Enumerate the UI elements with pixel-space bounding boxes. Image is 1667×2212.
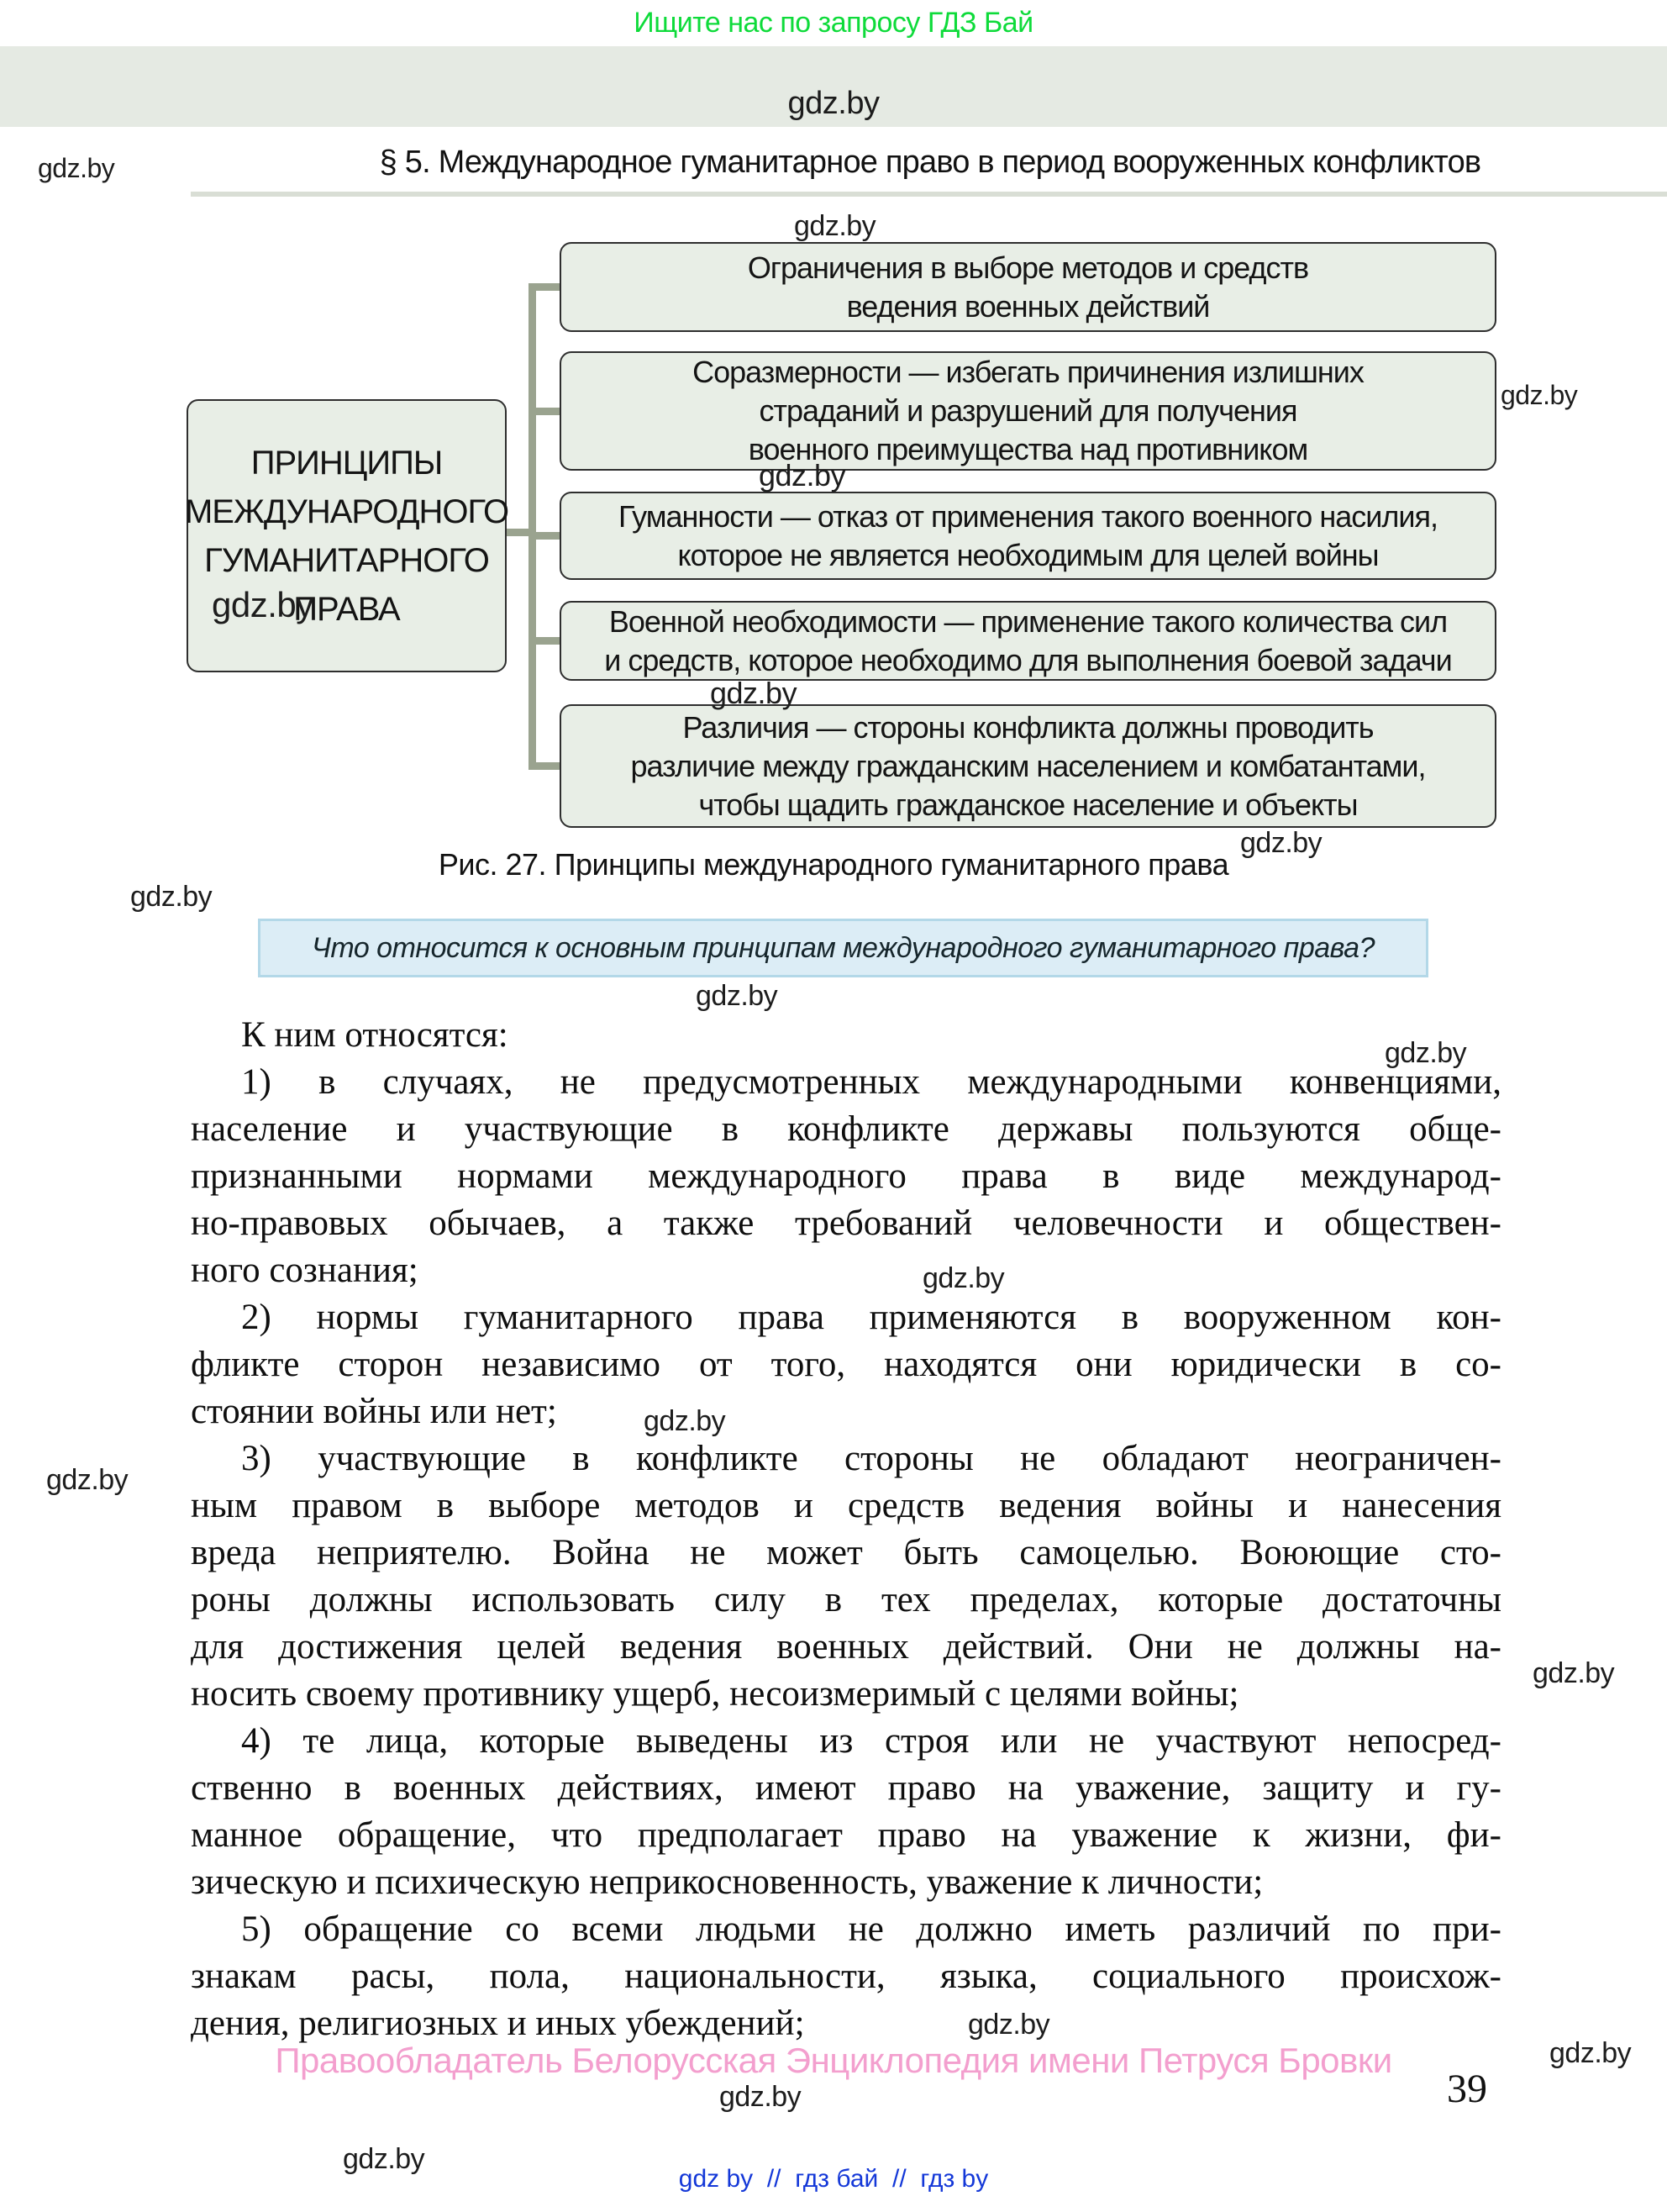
principle-box-line: страданий и разрушений для получения [759,393,1297,428]
band-watermark: gdz.by [787,86,880,121]
header-divider [191,192,1667,197]
root-box-line: ГУМАНИТАРНОГО [204,541,489,579]
gdz-watermark: gdz.by [1240,827,1323,859]
root-box-line: МЕЖДУНАРОДНОГО [184,492,509,530]
footer-link[interactable]: gdz by [678,2165,754,2193]
gdz-watermark: gdz.by [38,153,115,183]
footer-links [0,2165,1667,2194]
gdz-watermark: gdz.by [710,676,797,710]
body-intro: К ним относятся: [241,1015,508,1055]
body-line: 1) в случаях, не предусмотренных международными конвенциями, [241,1062,1501,1102]
section-title: § 5. Международное гуманитарное право в период вооруженных конфликтов [379,145,1481,180]
diagram-connector-1 [528,283,560,291]
body-line: вреда неприятелю. Война не может быть самоцелью. Воюющие сто- [191,1533,1501,1572]
body-paragraph-1 [191,1059,1501,1294]
promo-banner-text: Ищите нас по запросу ГДЗ Бай [634,7,1033,39]
body-paragraph-3 [191,1435,1501,1718]
principle-box-line: и средств, которое необходимо для выполнения боевой задачи [604,642,1452,677]
question-text: Что относится к основным принципам международного гуманитарного права? [311,931,1375,964]
principle-box-4 [560,601,1496,681]
diagram-connector-5 [528,762,560,770]
body-paragraph-5 [191,1906,1501,2047]
body-line: 4) те лица, которые выведены из строя или не участвуют непосред- [241,1721,1501,1761]
principle-box-line: чтобы щадить гражданское население и объекты [698,787,1358,822]
principles-root-box [184,399,509,672]
principle-box-line: Соразмерности — избегать причинения излишних [692,355,1364,389]
diagram-connector-2 [528,408,560,415]
question-box [258,919,1428,977]
copyright-line: Правообладатель Белорусская Энциклопедия имени Петруся Бровки [275,2041,1392,2080]
body-line: ственно в военных действиях, имеют право на уважение, защиту и гу- [191,1768,1501,1808]
body-line: 2) нормы гуманитарного права применяются в вооруженном кон- [241,1298,1501,1337]
body-paragraph-4 [191,1718,1501,1906]
body-line: для достижения целей ведения военных действий. Они не должны на- [191,1627,1501,1667]
body-line: признанными нормами международного права в виде международ- [191,1156,1501,1196]
body-line: ного сознания; [191,1251,418,1290]
gdz-watermark: gdz.by [1385,1037,1467,1069]
body-line: ным правом в выборе методов и средств ведения войны и нанесения [191,1486,1501,1525]
body-line: стоянии войны или нет; [191,1392,557,1431]
body-line: знакам расы, пола, национальности, языка, социального происхож- [191,1957,1501,1996]
footer-link[interactable]: гдз by [920,2165,989,2193]
page-number: 39 [1447,2067,1487,2111]
watermark-band [0,46,1667,127]
diagram-connector-3 [528,532,560,540]
body-line: дения, религиозных и иных убеждений; [191,2004,805,2043]
body-paragraph-2 [191,1294,1501,1435]
gdz-watermark: gdz.by [212,585,313,624]
body-line: 5) обращение со всеми людьми не должно иметь различий по при- [241,1909,1501,1949]
principle-box-line: Военной необходимости — применение такого количества сил [608,603,1448,639]
diagram-connector-trunk [528,283,536,770]
root-box-line: ПРИНЦИПЫ [250,444,443,482]
footer-link-separator: // [753,2165,796,2193]
principle-box-line: которое не является необходимым для целей войны [677,537,1379,572]
principle-box-line: ведения военных действий [846,288,1210,324]
principle-box-3 [560,492,1496,580]
gdz-watermark: gdz.by [1501,380,1578,410]
principle-box-line: различие между гражданским населением и комбатантами, [630,748,1426,783]
gdz-watermark: gdz.by [923,1262,1005,1294]
gdz-watermark: gdz.by [343,2143,425,2175]
principle-box-line: военного преимущества над противником [748,432,1308,466]
figure-caption: Рис. 27. Принципы международного гуманитарного права [438,847,1229,882]
root-box-line: ПРАВА [293,590,400,628]
gdz-watermark: gdz.by [794,210,876,242]
gdz-watermark: gdz.by [46,1464,129,1496]
gdz-watermark: gdz.by [1549,2037,1632,2069]
body-line: носить своему противнику ущерб, несоизмеримый с целями войны; [191,1674,1239,1714]
footer-link-separator: // [878,2165,921,2193]
body-line: но-правовых обычаев, а также требований человечности и обществен- [191,1203,1501,1243]
body-line: фликте сторон независимо от того, находятся они юридически в со- [191,1345,1501,1384]
body-text [191,1012,1501,2047]
gdz-watermark: gdz.by [1533,1657,1615,1689]
gdz-watermark: gdz.by [759,458,846,492]
footer-link[interactable]: гдз бай [795,2165,879,2193]
body-line: население и участвующие в конфликте державы пользуются обще- [191,1109,1501,1149]
diagram-connector-4 [528,637,560,645]
body-line: манное обращение, что предполагает право на уважение к жизни, фи- [191,1815,1501,1855]
principle-box-2 [560,351,1496,471]
body-line: 3) участвующие в конфликте стороны не обладают неограничен- [241,1439,1501,1478]
principle-box-line: Гуманности — отказ от применения такого военного насилия, [618,498,1438,534]
principle-box-1 [560,242,1496,332]
principle-box-line: Ограничения в выборе методов и средств [747,250,1309,285]
body-line: роны должны использовать силу в тех пределах, которые достаточны [191,1580,1501,1620]
principle-box-line: Различия — стороны конфликта должны проводить [682,709,1374,745]
gdz-watermark: gdz.by [719,2081,802,2113]
gdz-watermark: gdz.by [696,980,778,1012]
body-paragraphs [191,1059,1501,2047]
gdz-watermark: gdz.by [644,1405,726,1437]
principle-box-5 [560,704,1496,828]
gdz-watermark: gdz.by [130,881,213,913]
gdz-watermark: gdz.by [968,2009,1050,2041]
body-line: зическую и психическую неприкосновенность, уважение к личности; [191,1862,1264,1902]
